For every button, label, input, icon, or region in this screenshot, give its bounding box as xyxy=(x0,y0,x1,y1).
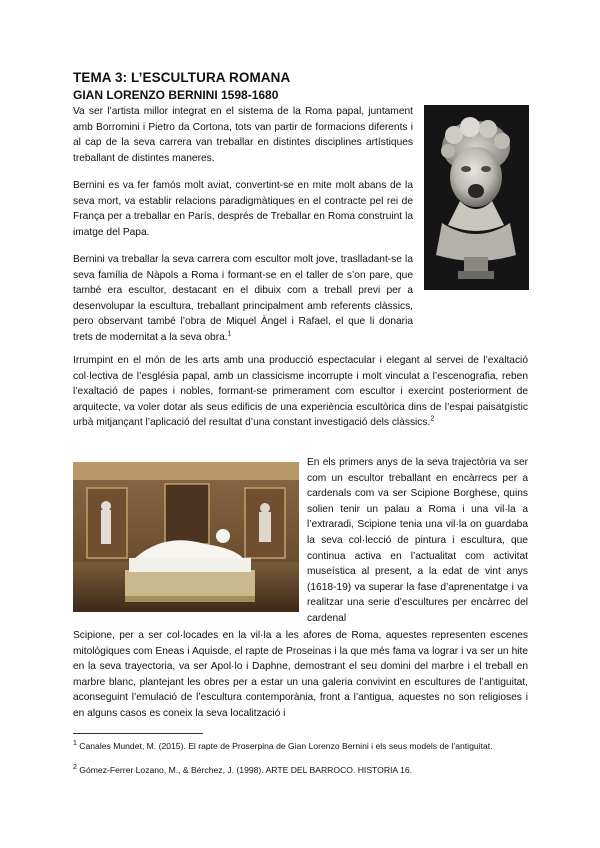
paragraph-career-text: Bernini va treballar la seva carrera com escultor molt jove, traslladant-se la seva família de Nàpols a Roma i formant-se en el taller de s’on pare, que també era escultor, destacant en el dibuix com a treball previ per a desenvolupar la escultura, treballant principalment amb referents clàssics, pero observant també l’obra de Miquel Àngel i Rafael, el que li donaria trets de modernitat a la seva obra. xyxy=(73,254,413,343)
paragraph-early-years: En els primers anys de la seva trajectòria va ser com un escultor treballant en encàrrecs per a cardenals com va ser Scipione Borghese, quins solien tenir un palau a Roma i una vil·la a l’extraradi, Scipione tenia una vil·la on guardaba la seva col·lecció de pintura i escultura, que continua activa en l’actualitat com activitat museística al present, a la edat de vint anys (1618-19) va superar la fase d’aprenentatge i va realitzar una serie d’escultures per encàrrec del cardenal xyxy=(307,457,528,624)
paragraph-early-years-continued: Scipione, per a ser col·locades en la vil·la a les afores de Roma, aquestes representen escenes mitològiques com Eneas i Aquisde, el rapte de Proseinas i la que més fama va lograr i va ser un hite en la seva trayectoria, va ser Apol·lo i Daphne, demostrant el seu domini del marbre i el treball en marbre blanc, plantejant les obres per a estar un una galeria convivint en escultures de l’antiguitat, aconseguint l’emulació de l’escultura contemporània, front a l’antigua, aquestes no son religioses i en alguns casos es coneix la seva localització i xyxy=(73,630,528,719)
page-subtitle: GIAN LORENZO BERNINI 1598-1680 xyxy=(73,88,279,102)
bust-illustration xyxy=(424,105,529,290)
borghese-gallery-image xyxy=(73,462,299,612)
footnote-1-text: Canales Mundet, M. (2015). El rapte de Proserpina de Gian Lorenzo Bernini i els seus models de l’antiguitat. xyxy=(79,741,493,751)
footnote-ref-1[interactable]: 1 xyxy=(227,330,232,338)
paragraph-irruption-text: Irrumpint en el món de les arts amb una producció espectacular i elegant al servei de l’exaltació col·lectiva de l’església papal, amb un classicisme incorrupte i molt vinculat a l’escenografia, reben l’exaltació de papes i nobles, formant-se primerament com escultor i exercint posteriorment de arquitecte, va voler dotar als seus edificis de una experiència escultòrica dins de l’espai paisatgístic urbà mitjançant l’aplicació del resultat d’una constant investigació dels clàssics. xyxy=(73,355,528,429)
footnote-separator xyxy=(73,733,203,734)
paragraph-career xyxy=(73,252,413,346)
footnote-1-mark: 1 xyxy=(73,740,77,748)
footnote-ref-2[interactable]: 2 xyxy=(430,415,435,423)
bernini-bust-image xyxy=(424,105,529,290)
paragraph-irruption xyxy=(73,353,528,431)
footnote-2 xyxy=(73,765,528,776)
paragraph-intro: Va ser l’artista millor integrat en el sistema de la Roma papal, juntament amb Borromini i Pietro da Cortona, tots van partir de formacions diferents i al cap de la seva carrera van treballar en distintes disciplines artístiques treballant de distintes maneres. xyxy=(73,106,413,164)
footnote-1 xyxy=(73,741,528,752)
page-title: TEMA 3: L’ESCULTURA ROMANA xyxy=(73,70,291,85)
footnote-2-text: Gómez-Ferrer Lozano, M., & Bérchez, J. (1998). ARTE DEL BARROCO. HISTORIA 16. xyxy=(79,765,413,775)
footnote-2-mark: 2 xyxy=(73,764,77,772)
gallery-illustration xyxy=(73,462,299,612)
paragraph-fame: Bernini es va fer famós molt aviat, convertint-se en mite molt abans de la seva mort, va establir relacions paradigmàtiques en el contracte pel rei de França per a treballar en París, després de Treballar en Roma construint la imatge del Papa. xyxy=(73,180,413,238)
